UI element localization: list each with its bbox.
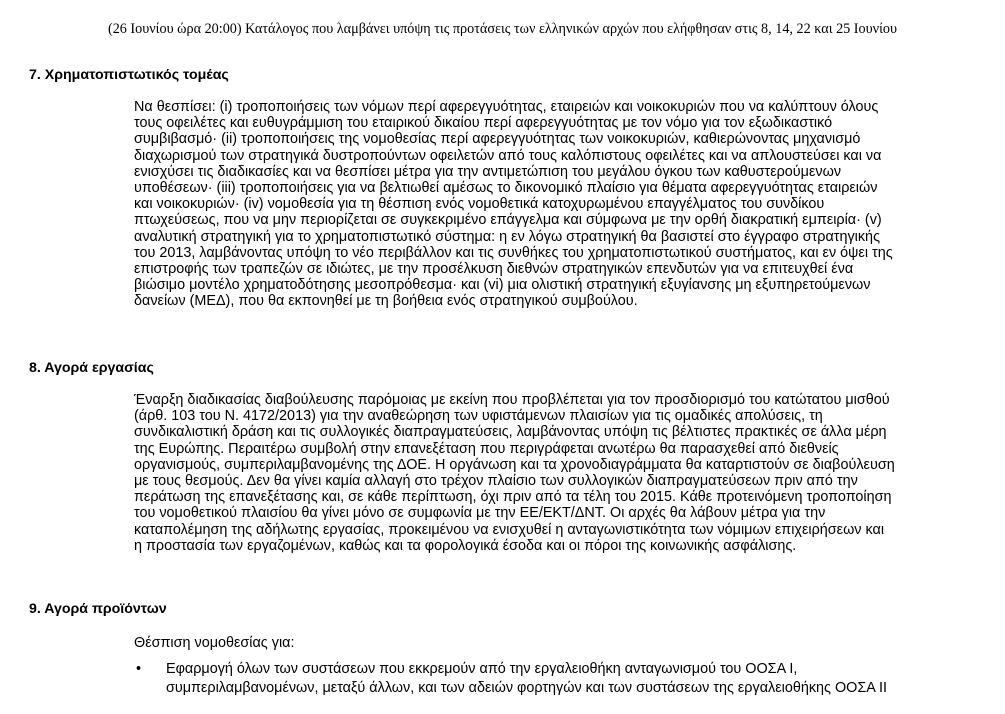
- bullet-text: [166, 660, 887, 698]
- section-intro-product-market: [134, 635, 984, 651]
- intro-text: Θέσπιση νομοθεσίας για:: [134, 635, 295, 651]
- text-line: και νοικοκυριών· (iv) νομοθεσία για τη θέσπιση ενός νομοθετικά κατοχυρωμένου επαγγέλματος του συνδίκου: [134, 196, 825, 213]
- text-line: Εφαρμογή όλων των συστάσεων που εκκρεμούν από την εργαλειοθήκη ανταγωνισμού του ΟΟΣΑ Ι,: [166, 661, 798, 677]
- text-line: διαχωρισμού των στρατηγικά δυστροπούντων οφειλετών από τους καλόπιστους οφειλέτες και να απλουστεύσει και να: [134, 147, 882, 164]
- text-line: του νομοθετικού πλαισίου θα γίνει μόνο σε συμφωνία με την ΕΕ/ΕΚΤ/ΔΝΤ. Οι αρχές θα λάβουν μέτρα για την: [134, 505, 826, 522]
- text-line: οργανισμούς, συμπεριλαμβανομένης της ΔΟΕ. Η οργάνωση και τα χρονοδιαγράμματα θα καταρτιστούν σε διαβούλευση: [134, 456, 895, 473]
- section-body-labour-market: [134, 392, 984, 554]
- text-line: αναλυτική στρατηγική για το χρηματοπιστωτικό σύστημα: η εν λόγω στρατηγική θα βασιστεί στο έγγραφο στρατηγικής: [134, 228, 880, 245]
- text-line: ενισχύσει τις διαδικασίες και να θεσπίσει μέτρα για την αντιμετώπιση του μεγάλου όγκου των καθυστερούμενων: [134, 163, 842, 180]
- section-heading-product-market: 9. Αγορά προϊόντων: [29, 601, 167, 617]
- text-line: καταπολέμηση της αδήλωτης εργασίας, προκειμένου να ενισχυθεί η ανταγωνιστικότητα των νόμιμων επιχειρήσεων και: [134, 521, 885, 538]
- text-line: πτωχεύσεως, που να μην περιορίζεται σε συγκεκριμένο επάγγελμα και σύμφωνα με την ορθή διακρατική εμπειρία· (v): [134, 212, 882, 229]
- text-line: περάτωση της επανεξέτασης και, σε κάθε περίπτωση, όχι πριν από τα τέλη του 2015. Κάθε προτεινόμενη τροποποίηση: [134, 489, 892, 506]
- text-line: του 2013, λαμβάνοντας υπόψη το νέο περιβάλλον και τις συνθήκες του χρηματοπιστωτικού συστήματος, και εν όψει της: [134, 244, 893, 261]
- document-header: (26 Ιουνίου ώρα 20:00) Κατάλογος που λαμβάνει υπόψη τις προτάσεις των ελληνικών αρχών που ελήφθησαν στις 8, 14, 22 και 25 Ιουνίου: [107, 21, 898, 37]
- text-line: τους οφειλέτες και ευθυγράμμιση του εταιρικού δικαίου περί αφερεγγυότητας με τον νόμο για τον εξωδικαστικό: [134, 115, 833, 132]
- text-line: επιστροφής των τραπεζών σε ιδιώτες, με την προσέλκυση διεθνών στρατηγικών επενδυτών για να επιτευχθεί ένα: [134, 261, 854, 278]
- bullet-icon: •: [136, 661, 142, 677]
- text-line: (άρθ. 103 του Ν. 4172/2013) για την αναθεώρηση των υφιστάμενων πλαισίων για τις ομαδικές απολύσεις, τη: [134, 408, 823, 425]
- text-line: βιώσιμο μοντέλο χρηματοδότησης μεσοπρόθεσμα· και (vi) μια ολιστική στρατηγική εξυγίανσης μη εξυπηρετούμενων: [134, 277, 871, 294]
- text-line: Να θεσπίσει: (i) τροποποιήσεις των νόμων περί αφερεγγυότητας, εταιρειών και νοικοκυριών που να καλύπτουν όλους: [134, 99, 879, 115]
- text-line: συμπεριλαμβανομένων, μεταξύ άλλων, και των αδειών φορτηγών και των συστάσεων της εργαλειοθήκης ΟΟΣΑ ΙΙ: [166, 680, 888, 696]
- section-heading-labour-market: 8. Αγορά εργασίας: [29, 360, 154, 376]
- text-line: της Ευρώπης. Περαιτέρω συμβολή στην επανεξέταση που περιγράφεται ανωτέρω θα παρασχεθεί από διεθνείς: [134, 440, 839, 457]
- text-line: Έναρξη διαδικασίας διαβούλευσης παρόμοιας με εκείνη που προβλέπεται για τον προσδιορισμό του κατώτατου μισθού: [134, 392, 890, 408]
- text-line: συμβιβασμό· (ii) τροποποιήσεις της νομοθεσίας περί αφερεγγυότητας των νοικοκυριών, καθιερώνοντας μηχανισμό: [134, 131, 861, 148]
- text-line: με τους θεσμούς. Δεν θα γίνει καμία αλλαγή στο τρέχον πλαίσιο των συλλογικών διαπραγματεύσεων πριν από την: [134, 473, 858, 490]
- text-line: υποθέσεων· (iii) τροποποιήσεις για να βελτιωθεί αμέσως το δικονομικό πλαίσιο για θέματα αφερεγγυότητας εταιρειών: [134, 180, 878, 197]
- text-line: η προστασία των εργαζομένων, καθώς και τα φορολογικά έσοδα και οι πόροι της κοινωνικής ασφάλισης.: [134, 537, 797, 554]
- text-line: δανείων (ΜΕΔ), που θα εκπονηθεί με τη βοήθεια ενός στρατηγικού συμβούλου.: [134, 293, 638, 310]
- section-body-financial-sector: [134, 99, 984, 310]
- section-heading-financial-sector: 7. Χρηματοπιστωτικός τομέας: [29, 67, 229, 83]
- text-line: συνδικαλιστική δράση και τις συλλογικές διαπραγματεύσεις, λαμβάνοντας υπόψη τις βέλτιστες πρακτικές σε άλλα μέρη: [134, 424, 887, 441]
- bullet-item: [134, 660, 984, 700]
